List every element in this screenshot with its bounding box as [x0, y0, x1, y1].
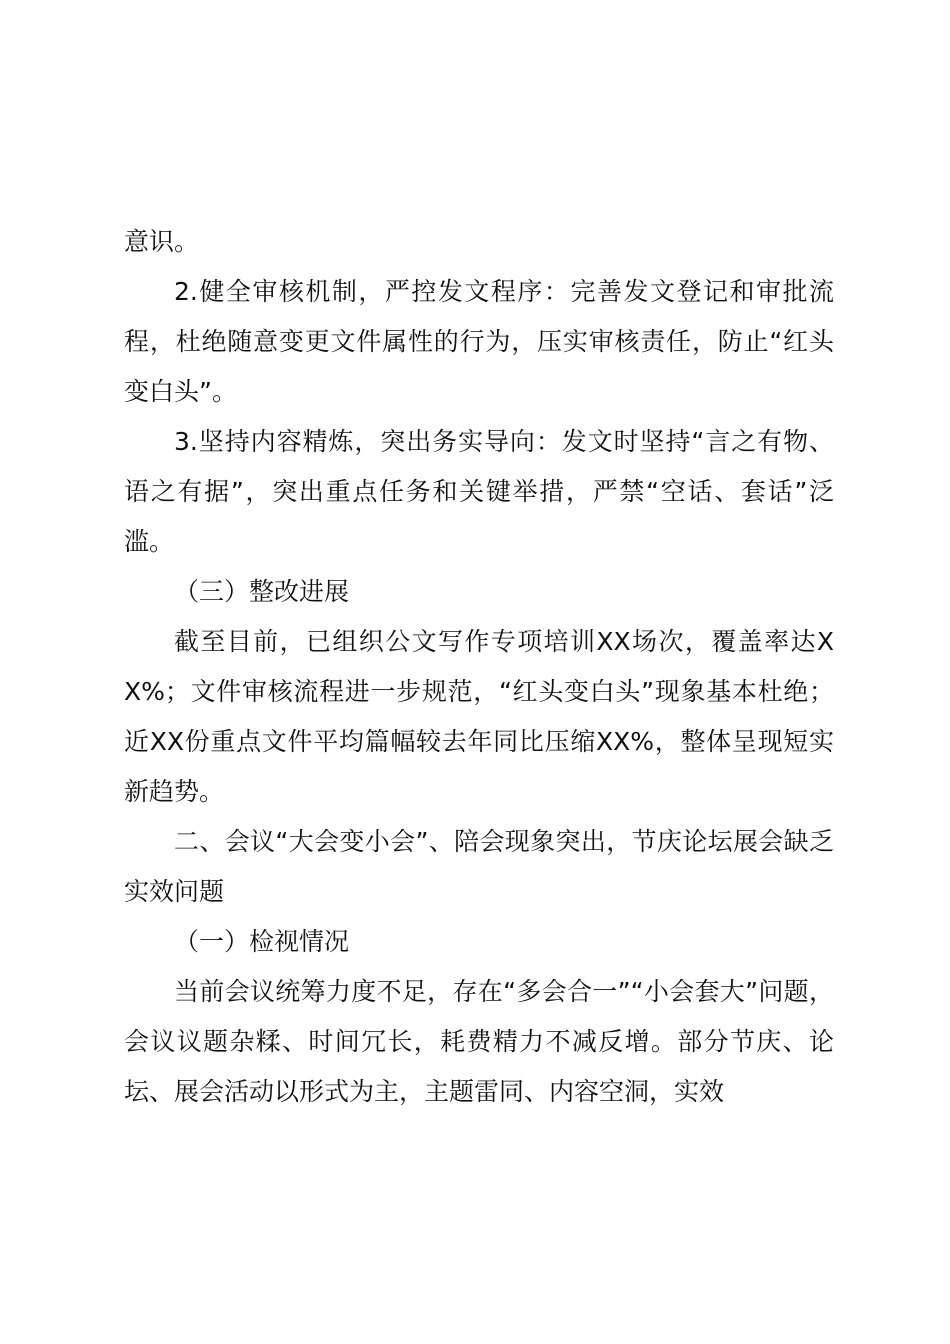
subheading-rectification-progress: （三）整改进展	[174, 577, 350, 606]
subheading-review-situation: （一）检视情况	[174, 927, 350, 956]
body-paragraph-meeting-issues: 当前会议统筹力度不足，存在“多会合一”“小会套大”问题，会议议题杂糅、时间冗长，耗费精力不减反增。部分节庆、论坛、展会活动以形式为主，主题雷同、内容空洞，实效	[124, 977, 834, 1106]
body-paragraph-progress: 截至目前，已组织公文写作专项培训XX场次，覆盖率达XX%；文件审核流程进一步规范，“红头变白头”现象基本杜绝；近XX份重点文件平均篇幅较去年同比压缩XX%，整体呈现短实新趋势。	[124, 627, 834, 806]
section-heading-meetings: 二、会议“大会变小会”、陪会现象突出，节庆论坛展会缺乏实效问题	[124, 827, 834, 906]
continuation-paragraph: 意识。	[124, 227, 200, 256]
body-paragraph-content-concise: 3.坚持内容精炼，突出务实导向：发文时坚持“言之有物、语之有据”，突出重点任务和关键举措，严禁“空话、套话”泛滥。	[124, 427, 834, 556]
document-body	[124, 217, 834, 1117]
body-paragraph-review-mechanism: 2.健全审核机制，严控发文程序：完善发文登记和审批流程，杜绝随意变更文件属性的行为，压实审核责任，防止“红头变白头”。	[124, 277, 834, 406]
